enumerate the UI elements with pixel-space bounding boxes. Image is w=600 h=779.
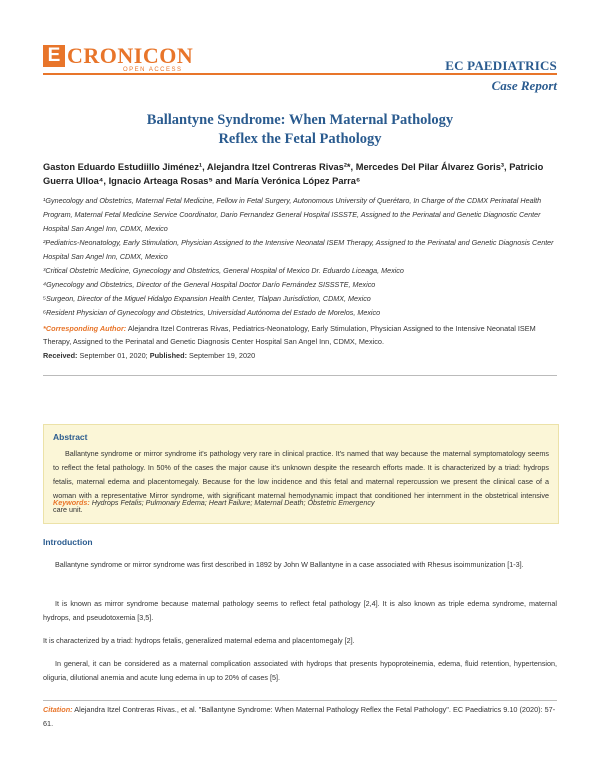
affiliation-6: ⁶Resident Physician of Gynecology and Obstetrics, Universidad Autónoma del Estado de Morelos, Mexico (43, 308, 381, 317)
title-line-1: Ballantyne Syndrome: When Maternal Pathology (146, 112, 454, 128)
abstract-box (43, 424, 559, 524)
abstract-body: Ballantyne syndrome or mirror syndrome it's pathology very rare in clinical practice. It's named that way because the maternal symptomatology seems to reflect the fetal pathology. In 50% of the cases the major cause it's unknown despite the research efforts made. It is characterized by a triad: hydrops fetalis, maternal edema and placentomegaly. Because for the low incidence and this fetal and maternal repercussion we present the clinical case of a woman with a representative Mirror syndrome, with significant maternal hemodynamic impact that conditioned her internment in the obstetrical intensive care unit. (53, 449, 549, 514)
footer-rule (43, 700, 557, 701)
received-label: Received: (43, 351, 78, 360)
affiliation-5: ⁵Surgeon, Director of the Miguel Hidalgo Expansion Health Center, Tlalpan Jurisdiction, CDMX, Mexico (43, 294, 371, 303)
paper-title (0, 111, 600, 149)
article-type: Case Report (491, 78, 557, 93)
affiliation-1: ¹Gynecology and Obstetrics, Maternal Fetal Medicine, Fellow in Fetal Surgery, Autonomous University of Querétaro, In Charge of the CDMX Perinatal Health Program, Maternal Fetal Medicine Service Coordinator, Dario Fernandez General Hospital ISSSTE, Assigned to the Perinatal and Genetic Diagnostic Center Hospital San Angel Inn, CDMX, Mexico (43, 196, 542, 233)
intro-paragraph-1: Ballantyne syndrome or mirror syndrome was first described in 1892 by John W Ballantyne in a case associated with Rhesus isoimmunization [1-3]. (55, 560, 524, 569)
affiliation-2: ²Pediatrics-Neonatology, Early Stimulation, Physician Assigned to the Intensive Neonatal ISEM Therapy, Assigned to the Perinatal and Genetic Diagnosis Center Hospital San Angel Inn, CDMX, Mexico (43, 238, 554, 261)
affiliation-3: ³Critical Obstetric Medicine, Gynecology and Obstetrics, General Hospital of Mexico Dr. Eduardo Liceaga, Mexico (43, 266, 404, 275)
keywords-list: Hydrops Fetalis; Pulmonary Edema; Heart Failure; Maternal Death; Obstetric Emergency (91, 498, 375, 507)
intro-paragraph-4: In general, it can be considered as a maternal complication associated with hydrops that presents hypoproteinemia, edema, fluid retention, hypertension, oliguria, dilutional anemia and acute lung edema in up to 20% of cases [5]. (43, 659, 557, 682)
corresponding-text: Alejandra Itzel Contreras Rivas, Pediatrics-Neonatology, Early Stimulation, Physician Assigned to the Intensive Neonatal ISEM Therapy, Assigned to the Perinatal and Genetic Diagnosis Center Hospital San Angel Inn, CDMX, Mexico. (43, 324, 536, 346)
affiliation-4: ⁴Gynecology and Obstetrics, Director of the General Hospital Doctor Darío Fernández SISSSTE, Mexico (43, 280, 376, 289)
logo-subtitle: OPEN ACCESS (123, 67, 183, 73)
title-line-2: Reflex the Fetal Pathology (218, 131, 382, 147)
abstract-heading: Abstract (53, 432, 88, 442)
keywords-label: Keywords: (53, 498, 90, 507)
author-list: Gaston Eduardo Estudiillo Jiménez¹, Alejandra Itzel Contreras Rivas²*, Mercedes Del Pilar Álvarez Goris³, Patricio Guerra Ulloa⁴, Ignacio Arteaga Rosas⁵ and María Verónica López Parra⁶ (43, 162, 544, 186)
citation-label: Citation: (43, 705, 73, 714)
logo-word: CRONICON (67, 43, 194, 68)
published-date: September 19, 2020 (189, 351, 256, 360)
introduction-heading: Introduction (43, 537, 93, 547)
keywords (53, 498, 549, 507)
logo-letter: E (43, 45, 65, 67)
affiliations (43, 194, 557, 320)
intro-paragraph-2: It is known as mirror syndrome because maternal pathology seems to reflect fetal pathology [2,4]. It is also known as triple edema syndrome, maternal hydrops, and pseudotoxemia [3,5]. (43, 599, 557, 622)
publication-dates (43, 351, 557, 360)
journal-name: EC PAEDIATRICS (445, 58, 557, 73)
corresponding-label: *Corresponding Author: (43, 324, 127, 333)
section-divider (43, 375, 557, 376)
citation-text: Alejandra Itzel Contreras Rivas., et al. "Ballantyne Syndrome: When Maternal Pathology Reflex the Fetal Pathology". EC Paediatrics 9.10 (2020): 57-61. (43, 705, 556, 728)
intro-paragraph-3: It is characterized by a triad: hydrops fetalis, generalized maternal edema and placentomegaly [2]. (43, 636, 355, 645)
cronicon-logo (43, 45, 198, 75)
received-date: September 01, 2020; (79, 351, 148, 360)
published-label: Published: (149, 351, 187, 360)
citation (43, 703, 557, 731)
corresponding-author (43, 322, 557, 348)
